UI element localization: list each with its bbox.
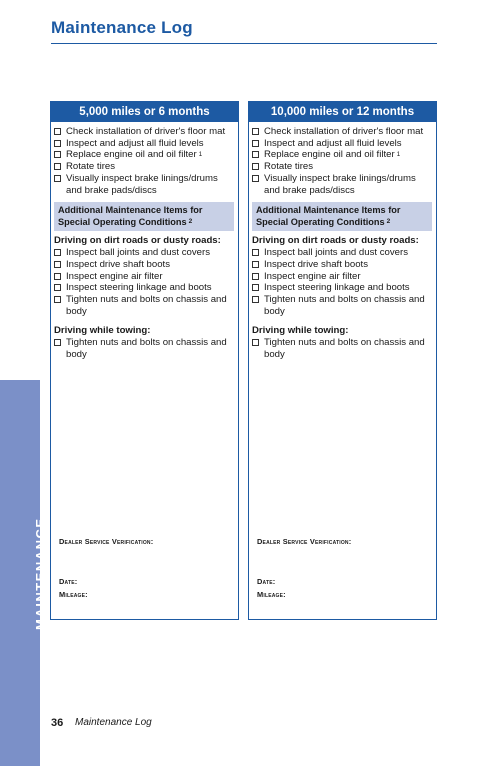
checklist-item[interactable]	[54, 294, 234, 317]
checkbox[interactable]	[54, 163, 61, 170]
item-text: Tighten nuts and bolts on chassis and body	[66, 337, 227, 361]
item-text: Visually inspect brake linings/drums and brake pads/discs	[264, 172, 416, 196]
dealer-verification-label: Dealer Service Verification:	[257, 537, 352, 546]
item-text: Replace engine oil and oil filter	[66, 149, 197, 161]
checklist-item[interactable]	[252, 138, 432, 150]
checklist-item[interactable]	[54, 161, 234, 173]
checkbox[interactable]	[54, 273, 61, 280]
item-text: Rotate tires	[264, 161, 314, 173]
checkbox[interactable]	[54, 284, 61, 291]
footnote-mark: 1	[396, 151, 401, 159]
side-tab-label: MAINTENANCE	[33, 517, 48, 630]
item-text: Inspect engine air filter	[66, 270, 163, 282]
checkbox[interactable]	[252, 273, 259, 280]
checkbox[interactable]	[252, 249, 259, 256]
checklist-item[interactable]	[252, 271, 432, 283]
item-text: Inspect steering linkage and boots	[264, 282, 410, 294]
additional-items-box	[54, 202, 234, 231]
checklist-item[interactable]	[252, 161, 432, 173]
checklist-item[interactable]	[252, 294, 432, 317]
checkbox[interactable]	[252, 163, 259, 170]
maintenance-column-5000	[50, 101, 239, 620]
dirt-roads-heading: Driving on dirt roads or dusty roads:	[252, 235, 419, 247]
checklist-item[interactable]	[54, 282, 234, 294]
checklist-item[interactable]	[54, 138, 234, 150]
checklist-item[interactable]	[54, 149, 234, 161]
checklist-item[interactable]	[252, 337, 432, 360]
checkbox[interactable]	[252, 128, 259, 135]
item-text: Tighten nuts and bolts on chassis and body	[264, 294, 425, 317]
item-text: Inspect ball joints and dust covers	[66, 247, 210, 259]
checkbox[interactable]	[252, 140, 259, 147]
checkbox[interactable]	[252, 339, 259, 346]
dealer-verification-label: Dealer Service Verification:	[59, 537, 154, 546]
checklist-item[interactable]	[54, 247, 234, 259]
date-label: Date:	[257, 577, 276, 586]
additional-items-title: Additional Maintenance Items for Special Operating Conditions	[256, 205, 401, 228]
checkbox[interactable]	[54, 249, 61, 256]
checkbox[interactable]	[54, 151, 61, 158]
item-text: Inspect and adjust all fluid levels	[264, 137, 402, 149]
checklist-item[interactable]	[54, 337, 234, 360]
checklist-item[interactable]	[54, 259, 234, 271]
title-rule	[51, 43, 437, 44]
checklist-item[interactable]	[252, 126, 432, 138]
footnote-mark: 2	[188, 218, 193, 226]
checklist-item[interactable]	[54, 173, 234, 196]
item-text: Inspect drive shaft boots	[66, 258, 170, 270]
checklist-item[interactable]	[252, 173, 432, 196]
checklist-item[interactable]	[54, 126, 234, 138]
towing-heading: Driving while towing:	[252, 325, 349, 337]
checklist-item[interactable]	[54, 271, 234, 283]
item-text: Check installation of driver's floor mat	[264, 126, 424, 137]
item-text: Inspect drive shaft boots	[264, 258, 368, 270]
item-text: Visually inspect brake linings/drums and brake pads/discs	[66, 172, 218, 196]
mileage-label: Mileage:	[59, 590, 88, 599]
checkbox[interactable]	[54, 296, 61, 303]
footnote-mark: 1	[198, 151, 203, 159]
checklist-item[interactable]	[252, 247, 432, 259]
checklist-item[interactable]	[252, 259, 432, 271]
column-header: 10,000 miles or 12 months	[249, 102, 436, 122]
item-text: Tighten nuts and bolts on chassis and body	[66, 294, 227, 317]
checkbox[interactable]	[252, 151, 259, 158]
checkbox[interactable]	[54, 140, 61, 147]
item-text: Check installation of driver's floor mat	[66, 126, 226, 137]
maintenance-column-10000	[248, 101, 437, 620]
footer-section-title: Maintenance Log	[75, 717, 152, 728]
checkbox[interactable]	[54, 339, 61, 346]
dirt-roads-heading: Driving on dirt roads or dusty roads:	[54, 235, 221, 247]
item-text: Inspect engine air filter	[264, 270, 361, 282]
footnote-mark: 2	[386, 218, 391, 226]
column-header: 5,000 miles or 6 months	[51, 102, 238, 122]
item-text: Inspect and adjust all fluid levels	[66, 137, 204, 149]
checkbox[interactable]	[252, 284, 259, 291]
checklist-item[interactable]	[252, 282, 432, 294]
item-text: Rotate tires	[66, 161, 116, 173]
checkbox[interactable]	[252, 296, 259, 303]
checkbox[interactable]	[54, 261, 61, 268]
mileage-label: Mileage:	[257, 590, 286, 599]
checklist-item[interactable]	[252, 149, 432, 161]
checkbox[interactable]	[252, 175, 259, 182]
date-label: Date:	[59, 577, 78, 586]
additional-items-title: Additional Maintenance Items for Special Operating Conditions	[58, 205, 203, 228]
item-text: Inspect steering linkage and boots	[66, 282, 212, 294]
page-title: Maintenance Log	[51, 18, 193, 37]
item-text: Replace engine oil and oil filter	[264, 149, 395, 161]
item-text: Inspect ball joints and dust covers	[264, 247, 408, 259]
additional-items-box	[252, 202, 432, 231]
page-number: 36	[51, 717, 64, 729]
checkbox[interactable]	[252, 261, 259, 268]
checkbox[interactable]	[54, 175, 61, 182]
towing-heading: Driving while towing:	[54, 325, 151, 337]
item-text: Tighten nuts and bolts on chassis and body	[264, 337, 425, 361]
checkbox[interactable]	[54, 128, 61, 135]
